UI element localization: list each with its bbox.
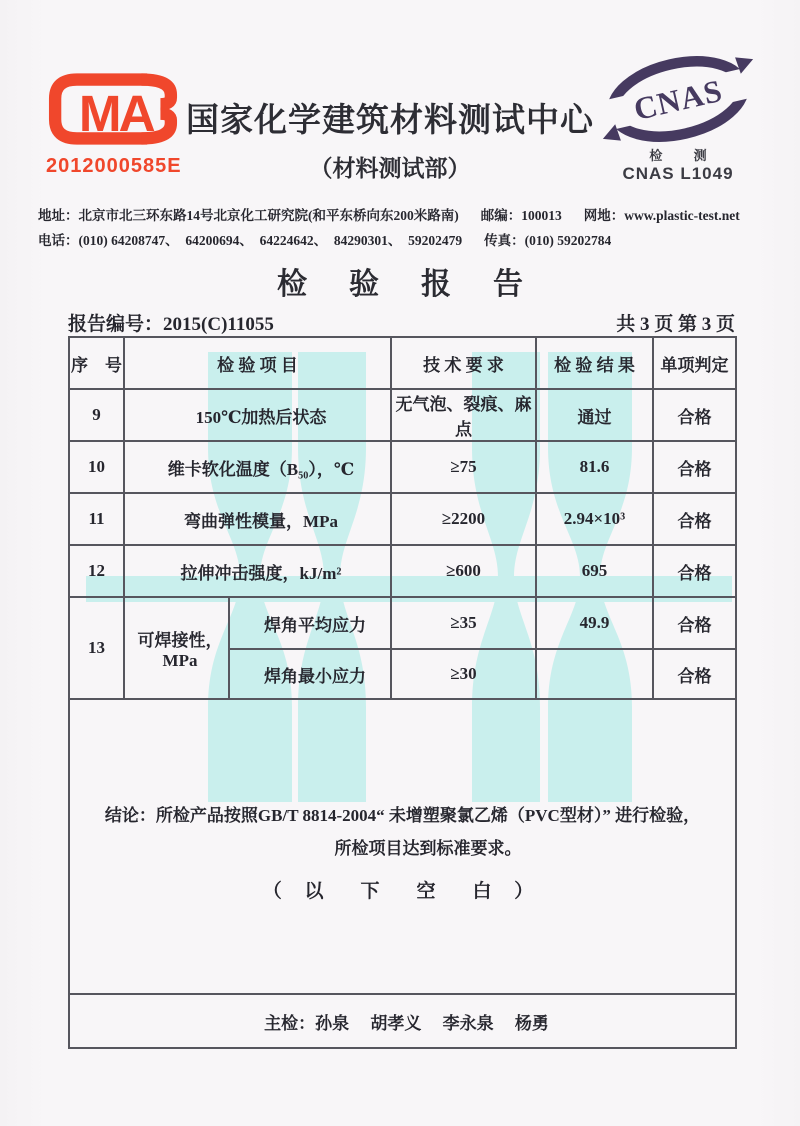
fax-value: (010) 59202784 — [524, 233, 612, 248]
cell-requirement: ≥75 — [391, 441, 536, 493]
report-number — [68, 309, 274, 336]
conclusion-text-2: 所检项目达到标准要求。 — [334, 838, 522, 858]
web-value: www.plastic-test.net — [624, 208, 740, 223]
table-row — [69, 493, 736, 545]
cell-no: 13 — [69, 597, 124, 699]
inspectors-row — [69, 994, 736, 1048]
cell-result: 2.94×10³ — [536, 493, 653, 545]
table-row — [69, 545, 736, 597]
contact-info — [38, 203, 766, 253]
col-header-item: 检 验 项 目 — [124, 337, 391, 389]
col-header-result: 检 验 结 果 — [536, 337, 653, 389]
cell-result — [536, 649, 653, 699]
report-number-row — [68, 309, 735, 336]
address-label: 地址： — [38, 208, 79, 223]
table-row — [69, 389, 736, 441]
cell-judgement: 合格 — [653, 597, 736, 649]
cell-requirement: 无气泡、裂痕、麻点 — [391, 389, 536, 441]
page-info: 共 3 页 第 3 页 — [616, 314, 735, 335]
cell-judgement: 合格 — [653, 389, 736, 441]
cma-logo-block — [46, 72, 196, 178]
cell-result: 49.9 — [536, 597, 653, 649]
cell-no: 9 — [69, 389, 124, 441]
cell-result: 695 — [536, 545, 653, 597]
cnas-acronym: CNAS — [630, 72, 726, 128]
phone-value: (010) 64208747、 64200694、 64224642、 84290301、 59202479 — [78, 233, 463, 248]
table-header-row — [69, 337, 736, 389]
blank-below-note: （ 以 下 空 白 ） — [262, 880, 543, 902]
cell-requirement: ≥2200 — [391, 493, 536, 545]
cell-result: 81.6 — [536, 441, 653, 493]
col-header-requirement: 技 术 要 求 — [391, 337, 536, 389]
cma-certificate-number: 2012000585E — [46, 155, 182, 177]
cma-letters: MA — [78, 84, 153, 142]
chief-inspector-label: 主检： — [264, 1013, 316, 1033]
cell-no: 12 — [69, 545, 124, 597]
cell-sub-item: 焊角最小应力 — [229, 649, 391, 699]
cnas-logo-block — [598, 56, 758, 184]
results-table-wrap — [68, 336, 737, 1049]
cell-item: 拉伸冲击强度，kJ/m² — [124, 545, 391, 597]
inspectors-cell — [69, 994, 736, 1048]
cnas-cert-type: 检 测 — [649, 148, 721, 163]
cell-judgement: 合格 — [653, 649, 736, 699]
contact-line-address — [38, 203, 766, 228]
contact-line-phone — [38, 228, 766, 253]
conclusion-row — [69, 699, 736, 994]
conclusion-cell — [69, 699, 736, 994]
cell-judgement: 合格 — [653, 441, 736, 493]
web-label: 网地： — [583, 208, 625, 223]
conclusion-line-1 — [78, 801, 727, 831]
zip-value: 100013 — [521, 208, 562, 223]
organization-subtitle: （材料测试部） — [309, 156, 471, 181]
address-value: 北京市北三环东路14号北京化工研究院(和平东桥向东200米路南) — [78, 208, 459, 223]
inspector-names: 孙泉 胡孝义 李永泉 杨勇 — [315, 1013, 549, 1033]
cell-requirement: ≥35 — [391, 597, 536, 649]
cell-requirement: ≥30 — [391, 649, 536, 699]
report-number-label: 报告编号： — [68, 314, 164, 335]
cell-no: 10 — [69, 441, 124, 493]
cell-item: 维卡软化温度（B₅₀），℃ — [124, 441, 391, 493]
col-header-judgement: 单项判定 — [653, 337, 736, 389]
conclusion-text-1: 所检产品按照GB/T 8814-2004“ 未增塑聚氯乙烯（PVC型材）” 进行检验， — [155, 805, 701, 825]
col-header-no: 序 号 — [69, 337, 124, 389]
cell-item: 150℃加热后状态 — [124, 389, 391, 441]
cell-item: 可焊接性，MPa — [124, 597, 229, 699]
cell-requirement: ≥600 — [391, 545, 536, 597]
table-row-13a — [69, 597, 736, 649]
cell-result: 通过 — [536, 389, 653, 441]
cell-sub-item: 焊角平均应力 — [229, 597, 391, 649]
cell-item: 弯曲弹性模量，MPa — [124, 493, 391, 545]
report-title: 检 验 报 告 — [277, 268, 529, 301]
organization-title: 国家化学建筑材料测试中心 — [186, 103, 594, 139]
fax-label: 传真： — [484, 233, 525, 248]
cell-judgement: 合格 — [653, 545, 736, 597]
cnas-logo — [600, 56, 756, 142]
cell-no: 11 — [69, 493, 124, 545]
cma-logo — [46, 72, 180, 146]
zip-label: 邮编： — [480, 208, 522, 223]
results-table — [68, 336, 737, 1049]
cnas-cert-number: CNAS L1049 — [622, 164, 734, 183]
conclusion-label: 结论： — [104, 805, 156, 825]
cell-judgement: 合格 — [653, 493, 736, 545]
report-number-value: 2015(C)11055 — [163, 314, 274, 335]
phone-label: 电话： — [38, 233, 79, 248]
table-row — [69, 441, 736, 493]
